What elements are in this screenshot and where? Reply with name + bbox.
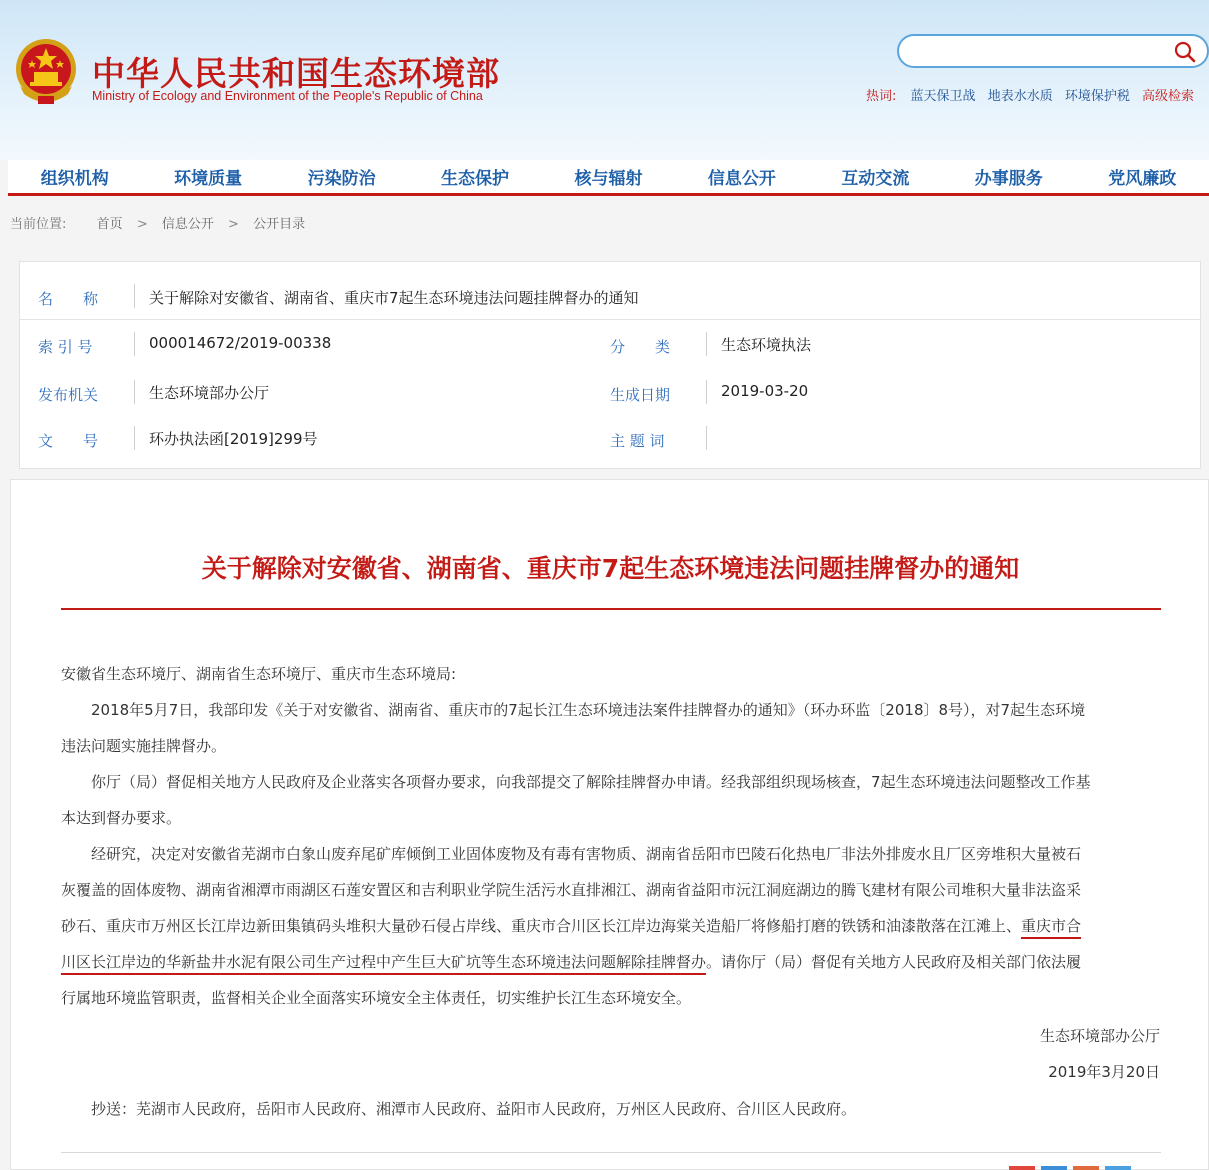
divider <box>706 332 707 356</box>
paragraph-line: 灰覆盖的固体废物、湖南省湘潭市雨湖区石莲安置区和吉利职业学院生活污水直排湘江、湖南省益阳市沅江洞庭湖边的腾飞建材有限公司堆积大量非法盗采 <box>61 881 1082 899</box>
search-box <box>897 34 1209 68</box>
date-value: 2019-03-20 <box>721 382 809 400</box>
subject-label: 主 题 词 <box>610 432 665 450</box>
paragraph-line: 你厅（局）督促相关地方人民政府及企业落实各项督办要求，向我部提交了解除挂牌督办申请。经我部组织现场核查，7起生态环境违法问题整改工作基 <box>91 773 1091 791</box>
index-label: 索 引 号 <box>38 338 93 356</box>
nav-item-pollution-control[interactable]: 污染防治 <box>307 169 376 189</box>
divider <box>134 380 135 404</box>
signer: 生态环境部办公厅 <box>1039 1027 1160 1045</box>
divider <box>134 426 135 450</box>
bottom-divider <box>61 1152 1161 1153</box>
search-icon[interactable] <box>1173 40 1197 64</box>
paragraph-line: 经研究，决定对安徽省芜湖市白象山废弃尾矿库倾倒工业固体废物及有毒有害物质、湖南省岳阳市巴陵石化热电厂非法外排废水且厂区旁堆积大量被石 <box>91 845 1082 863</box>
breadcrumb-catalog[interactable]: 公开目录 <box>253 217 306 232</box>
nav-item-eco-protection[interactable]: 生态保护 <box>441 169 510 189</box>
info-row-issuer <box>20 368 1202 416</box>
breadcrumb-separator: > <box>136 217 148 232</box>
hot-words <box>866 85 1194 104</box>
issuer-value: 生态环境部办公厅 <box>149 384 270 402</box>
salutation: 安徽省生态环境厅、湖南省生态环境厅、重庆市生态环境局: <box>61 665 457 683</box>
nav-item-info-disclosure[interactable]: 信息公开 <box>707 169 776 189</box>
breadcrumb-separator: > <box>228 217 239 232</box>
site-subtitle: Ministry of Ecology and Environment of the People's Republic of China <box>92 89 483 103</box>
cc-line: 抄送：芜湖市人民政府，岳阳市人民政府、湘潭市人民政府、益阳市人民政府，万州区人民政府、合川区人民政府。 <box>91 1100 857 1118</box>
nav-item-nuclear-radiation[interactable]: 核与辐射 <box>574 169 643 189</box>
date-label: 生成日期 <box>610 386 671 404</box>
divider <box>134 332 135 356</box>
hot-words-label: 热词: <box>866 89 897 104</box>
category-value: 生态环境执法 <box>721 336 812 354</box>
hot-word-link[interactable]: 蓝天保卫战 <box>910 89 976 104</box>
paragraph-line <box>61 944 1161 980</box>
issuer-label: 发布机关 <box>38 386 99 404</box>
nav-item-interaction[interactable]: 互动交流 <box>841 169 910 189</box>
share-renren-icon[interactable] <box>1105 1166 1131 1170</box>
share-qzone-icon[interactable] <box>1041 1166 1067 1170</box>
main-nav <box>8 160 1209 196</box>
index-value: 000014672/2019-00338 <box>149 334 332 352</box>
paragraph-text: 。请你厅（局）督促有关地方人民政府及相关部门依法履 <box>706 953 1082 971</box>
name-value: 关于解除对安徽省、湖南省、重庆市7起生态环境违法问题挂牌督办的通知 <box>149 289 639 307</box>
site-title: 中华人民共和国生态环境部 <box>92 54 500 93</box>
paragraph-text: 砂石、重庆市万州区长江岸边新田集镇码头堆积大量砂石侵占岸线、重庆市合川区长江岸边海棠关造船厂将修船打磨的铁锈和油漆散落在江滩上、 <box>61 917 1022 935</box>
docno-label: 文 号 <box>38 432 99 450</box>
nav-item-env-quality[interactable]: 环境质量 <box>174 169 243 189</box>
underlined-highlight: 川区长江岸边的华新盐井水泥有限公司生产过程中产生巨大矿坑等生态环境违法问题解除挂牌督办 <box>61 953 706 975</box>
paragraph-line: 2018年5月7日，我部印发《关于对安徽省、湖南省、重庆市的7起长江生态环境违法案件挂牌督办的通知》（环办环监〔2018〕8号），对7起生态环境 <box>91 701 1086 719</box>
info-row-name <box>20 272 1202 320</box>
article-panel <box>10 479 1209 1170</box>
sign-date: 2019年3月20日 <box>1048 1063 1160 1081</box>
paragraph-line: 行属地环境监管职责，监督相关企业全面落实环境安全主体责任，切实维护长江生态环境安全。 <box>61 989 692 1007</box>
breadcrumb-home[interactable]: 首页 <box>96 217 123 232</box>
paragraph-line <box>61 908 1161 944</box>
share-weibo-icon[interactable] <box>1009 1166 1035 1170</box>
site-header <box>0 0 1209 160</box>
hot-word-link[interactable]: 环境保护税 <box>1064 89 1130 104</box>
divider <box>134 284 135 308</box>
nav-item-organization[interactable]: 组织机构 <box>40 169 109 189</box>
document-info-card <box>19 261 1201 469</box>
breadcrumb <box>10 213 305 232</box>
breadcrumb-info-disclosure[interactable]: 信息公开 <box>161 217 214 232</box>
paragraph-line: 违法问题实施挂牌督办。 <box>61 737 227 755</box>
search-input[interactable] <box>913 41 1163 61</box>
paragraph-line: 本达到督办要求。 <box>61 809 182 827</box>
info-row-index <box>20 320 1202 368</box>
advanced-search-link[interactable]: 高级检索 <box>1142 89 1195 104</box>
article-title: 关于解除对安徽省、湖南省、重庆市7起生态环境违法问题挂牌督办的通知 <box>201 554 1020 583</box>
category-label: 分 类 <box>610 338 671 356</box>
national-emblem-icon <box>12 36 80 106</box>
title-divider <box>61 608 1161 610</box>
hot-word-link[interactable]: 地表水水质 <box>987 89 1053 104</box>
share-tencent-icon[interactable] <box>1073 1166 1099 1170</box>
share-buttons <box>1009 1166 1131 1170</box>
name-label: 名 称 <box>38 290 99 308</box>
nav-item-services[interactable]: 办事服务 <box>974 169 1043 189</box>
breadcrumb-label: 当前位置: <box>10 217 67 232</box>
underlined-highlight: 重庆市合 <box>1021 917 1081 939</box>
docno-value: 环办执法函[2019]299号 <box>149 430 318 448</box>
divider <box>706 426 707 450</box>
nav-item-party-integrity[interactable]: 党风廉政 <box>1108 169 1177 189</box>
info-row-docno <box>20 416 1202 464</box>
divider <box>706 380 707 404</box>
